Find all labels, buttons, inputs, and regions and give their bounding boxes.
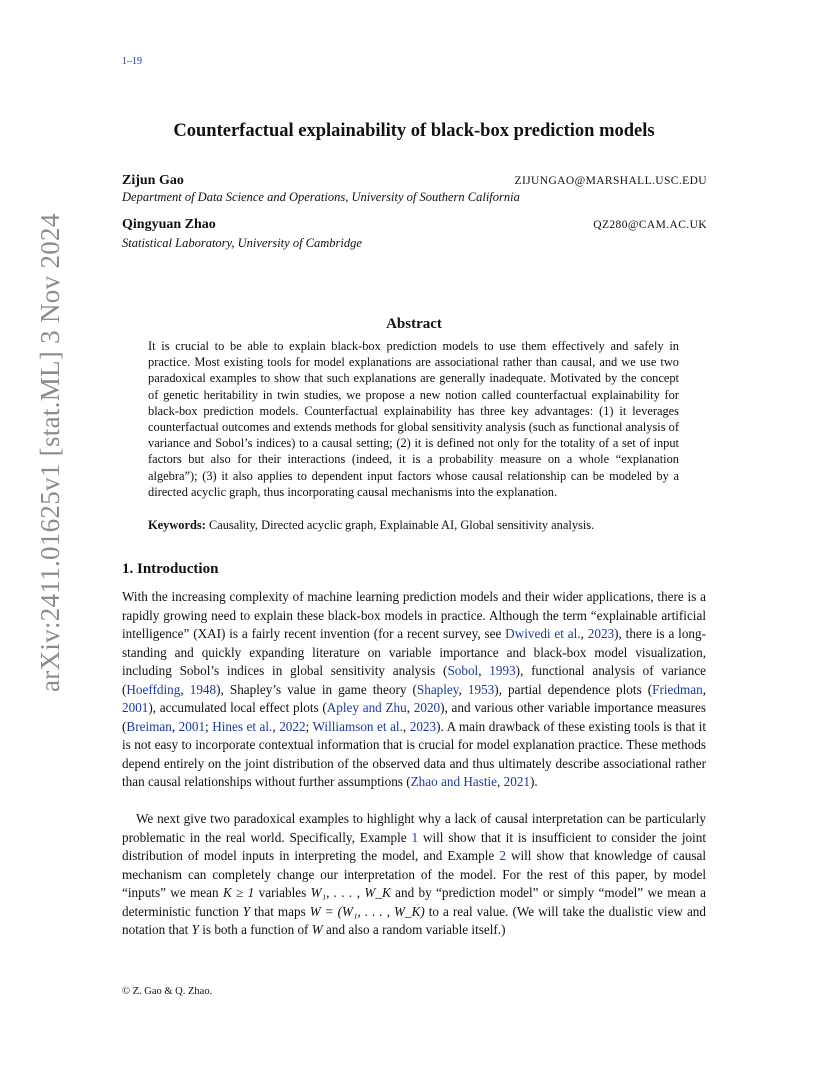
example-ref-link[interactable]: 1 xyxy=(411,829,419,845)
math-inline: W = (W₁, . . . , W_K) xyxy=(309,903,425,919)
section-heading: 1. Introduction xyxy=(122,561,219,577)
citation-year-link[interactable]: 2021 xyxy=(503,774,530,789)
math-inline: Y xyxy=(242,903,251,919)
author-email[interactable]: QZ280@CAM.AC.UK xyxy=(593,219,707,231)
intro-paragraph-2: We next give two paradoxical examples to highlight why a lack of causal interpretation can be particularly problematic in the real world. Specifically, Example 1 will show that it is insufficient to consider the joint distribution of model inputs in interpreting the model, and Example 2 will show that knowledge of causal mechanism can completely change our interpretation of the model. For the rest of this paper, by model “inputs” we mean K ≥ 1 variables W₁, . . . , W_K and by “prediction model” or simply “model” we mean a deterministic function Y that maps W = (W₁, . . . , W_K) to a real value. (We will take the dualistic view and notation that Y is both a function of W and also a random variable itself.) xyxy=(122,811,707,937)
citation-year-link[interactable]: 1948 xyxy=(189,681,217,697)
citation-link[interactable]: Zhao and Hastie xyxy=(410,774,498,789)
author-email[interactable]: ZIJUNGAO@MARSHALL.USC.EDU xyxy=(514,175,707,187)
citation-year-link[interactable]: 2020 xyxy=(413,700,441,715)
author-name: Zijun Gao xyxy=(122,173,184,188)
math-inline: K ≥ 1 xyxy=(222,885,255,900)
math-inline: W₁, . . . , W_K xyxy=(310,885,391,900)
citation-year-link[interactable]: 2023 xyxy=(587,626,615,641)
citation-link[interactable]: Sobol xyxy=(447,663,479,678)
page-range: 1–19 xyxy=(122,56,142,67)
author-affiliation: Statistical Laboratory, University of Cambridge xyxy=(122,236,362,250)
citation-year-link[interactable]: 2022 xyxy=(279,718,306,734)
citation-link[interactable]: Apley and Zhu xyxy=(326,700,407,715)
keywords-label: Keywords: xyxy=(148,518,206,532)
citation-link[interactable]: Hoeffding xyxy=(126,681,181,697)
citation-link[interactable]: Dwivedi et al. xyxy=(505,626,581,641)
math-inline: Y xyxy=(191,922,199,937)
abstract-body: It is crucial to be able to explain black-box prediction models to use them effectively and safely in practice. Most existing tools for model explanations are associational rather than causal, and we use two paradoxical examples to show that such explanations are generally inadequate. Motivated by the concept of genetic heritability in twin studies, we propose a new notion called counterfactual explainability for black-box prediction models. Counterfactual explainability has three key advantages: (1) it leverages counterfactual outcomes and extends methods for global sensitivity analysis (such as functional analysis of variance and Sobol’s indices) to a causal setting; (2) it is defined not only for the totality of a set of input factors but also for their interactions (indeed, it is a probability measure on a whole “explanation algebra”); (3) it also applies to dependent input factors whose causal relationship can be modeled by a directed acyclic graph, thus incorporating causal mechanisms into the explanation. xyxy=(148,339,679,499)
keywords xyxy=(148,518,679,533)
citation-year-link[interactable]: 1953 xyxy=(467,681,495,697)
arxiv-identifier-stamp: arXiv:2411.01625v1 [stat.ML] 3 Nov 2024 xyxy=(35,213,65,692)
citation-year-link[interactable]: 1993 xyxy=(489,663,516,678)
author-affiliation: Department of Data Science and Operations, University of Southern California xyxy=(122,190,520,204)
intro-paragraph-1: With the increasing complexity of machine learning prediction models and their wider applications, there is a rapidly growing need to explain these black-box models in practice. Although the term “explainable artificial intelligence” (XAI) is a fairly recent invention (for a recent survey, see Dwivedi et al., 2023), there is a long-standing and quickly expanding literature on variable importance and black-box model visualization, including Sobol’s indices in global sensitivity analysis (Sobol, 1993), functional analysis of variance (Hoeffding, 1948), Shapley’s value in game theory (Shapley, 1953), partial dependence plots (Friedman, 2001), accumulated local effect plots (Apley and Zhu, 2020), and various other variable importance measures (Breiman, 2001; Hines et al., 2022; Williamson et al., 2023). A main drawback of these existing tools is that it is not easy to incorporate contextual information that is crucial for model explanation practice. These methods depend entirely on the joint distribution of the observed data and thus ultimately describe associational rather than causal relationships without further assumptions (Zhao and Hastie, 2021). xyxy=(122,589,707,789)
example-ref-link[interactable]: 2 xyxy=(499,848,506,863)
author-name: Qingyuan Zhao xyxy=(122,217,216,232)
citation-link[interactable]: Friedman xyxy=(652,681,703,697)
citation-link[interactable]: Breiman xyxy=(126,718,172,734)
citation-link[interactable]: Williamson et al. xyxy=(312,718,403,734)
citation-link[interactable]: Shapley xyxy=(416,681,459,697)
keywords-list: Causality, Directed acyclic graph, Explainable AI, Global sensitivity analysis. xyxy=(208,518,595,532)
paper-title: Counterfactual explainability of black-box prediction models xyxy=(173,121,655,141)
citation-year-link[interactable]: 2023 xyxy=(409,718,437,734)
citation-year-link[interactable]: 2001 xyxy=(178,718,206,734)
math-inline: W xyxy=(311,922,323,937)
citation-link[interactable]: Hines et al. xyxy=(212,718,273,734)
citation-year-link[interactable]: 2001 xyxy=(122,700,149,715)
abstract-heading: Abstract xyxy=(386,316,442,332)
copyright-footer: © Z. Gao & Q. Zhao. xyxy=(122,986,213,997)
